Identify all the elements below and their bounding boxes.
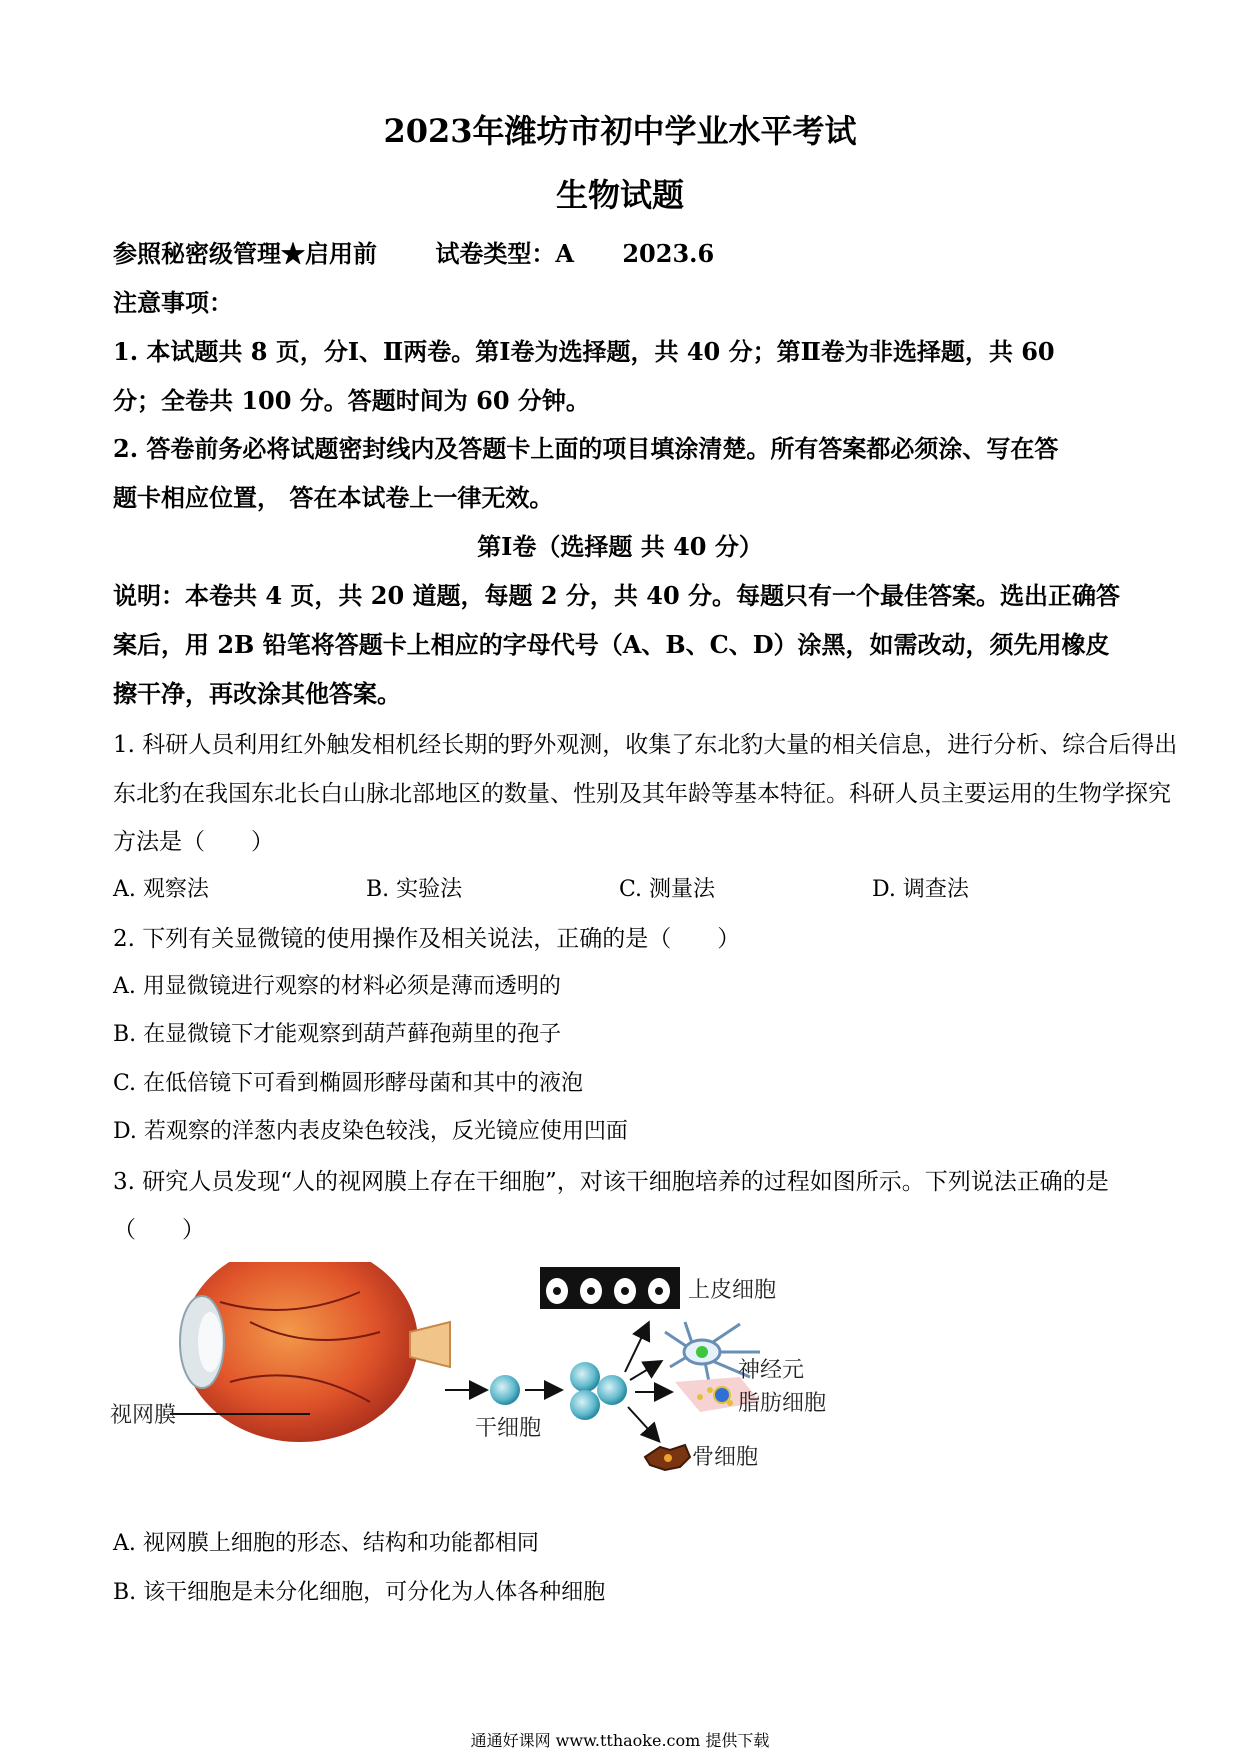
notice-heading: 注意事项： [113, 288, 233, 317]
q2-option-a: A. 用显微镜进行观察的材料必须是薄而透明的 [113, 974, 561, 999]
dividing-cells-icon [570, 1362, 627, 1420]
arrow-to-epithelial [625, 1324, 648, 1372]
notice-item-1-line-2: 分；全卷共 100 分。答题时间为 60 分钟。 [113, 386, 590, 415]
q2-option-c: C. 在低倍镜下可看到椭圆形酵母菌和其中的液泡 [113, 1071, 584, 1096]
notice-item-2-line-1: 2. 答卷前务必将试题密封线内及答题卡上面的项目填涂清楚。所有答案都必须涂、写在答 [113, 434, 1059, 463]
q1-stem-line-1: 1. 科研人员利用红外触发相机经长期的野外观测，收集了东北豹大量的相关信息，进行分析、综合后得出 [113, 732, 1178, 758]
q1-option-d: D. 调查法 [872, 877, 969, 902]
section-desc-line-1: 说明：本卷共 4 页，共 20 道题，每题 2 分，共 40 分。每题只有一个最佳答案。选出正确答 [113, 581, 1121, 610]
q2-stem: 2. 下列有关显微镜的使用操作及相关说法，正确的是（ ） [113, 926, 741, 952]
bone-cell-icon [645, 1445, 690, 1470]
q3-option-a: A. 视网膜上细胞的形态、结构和功能都相同 [113, 1531, 539, 1556]
paper-type: 试卷类型：A [435, 239, 574, 268]
arrow-to-bone [628, 1407, 658, 1440]
label-epithelial: 上皮细胞 [688, 1278, 777, 1303]
label-neuron: 神经元 [738, 1358, 805, 1383]
section-heading: 第Ⅰ卷（选择题 共 40 分） [477, 532, 763, 561]
q1-option-a: A. 观察法 [113, 877, 209, 902]
q2-option-d: D. 若观察的洋葱内表皮染色较浅，反光镜应使用凹面 [113, 1119, 628, 1144]
q2-option-b: B. 在显微镜下才能观察到葫芦藓孢蒴里的孢子 [113, 1022, 562, 1047]
arrow-to-neuron [630, 1362, 660, 1380]
label-retina: 视网膜 [110, 1403, 177, 1428]
q1-option-c: C. 测量法 [619, 877, 716, 902]
q1-stem-line-3: 方法是（ ） [113, 829, 274, 855]
section-desc-line-3: 擦干净，再改涂其他答案。 [113, 679, 401, 708]
q1-option-b: B. 实验法 [366, 877, 463, 902]
label-fat-cell: 脂肪细胞 [738, 1391, 827, 1416]
exam-meta [113, 234, 714, 269]
q3-option-b: B. 该干细胞是未分化细胞，可分化为人体各种细胞 [113, 1580, 606, 1605]
epithelial-cells-icon [540, 1267, 680, 1309]
exam-date: 2023.6 [622, 239, 715, 268]
q3-stem-line-1: 3. 研究人员发现“人的视网膜上存在干细胞”，对该干细胞培养的过程如图所示。下列说法正确的是 [113, 1169, 1109, 1195]
exam-subtitle: 生物试题 [555, 176, 684, 214]
exam-title: 2023年潍坊市初中学业水平考试 [383, 112, 857, 150]
q1-stem-line-2: 东北豹在我国东北长白山脉北部地区的数量、性别及其年龄等基本特征。科研人员主要运用的生物学探究 [113, 781, 1171, 807]
label-stem-cell: 干细胞 [475, 1416, 542, 1441]
q3-stem-line-2: （ ） [113, 1217, 205, 1243]
page-footer: 通通好课网 www.tthaoke.com 提供下载 [470, 1731, 770, 1750]
label-bone-cell: 骨细胞 [692, 1445, 759, 1470]
notice-item-1-line-1: 1. 本试题共 8 页，分Ⅰ、Ⅱ两卷。第Ⅰ卷为选择题，共 40 分；第Ⅱ卷为非选择题，共 60 [113, 337, 1055, 366]
stem-cell-figure [110, 1262, 870, 1502]
section-desc-line-2: 案后，用 2B 铅笔将答题卡上相应的字母代号（A、B、C、D）涂黑，如需改动，须先用橡皮 [113, 630, 1110, 659]
stem-cell-icon [490, 1375, 520, 1405]
notice-item-2-line-2: 题卡相应位置， 答在本试卷上一律无效。 [113, 483, 554, 512]
confidential-label: 参照秘密级管理★启用前 [113, 239, 377, 268]
